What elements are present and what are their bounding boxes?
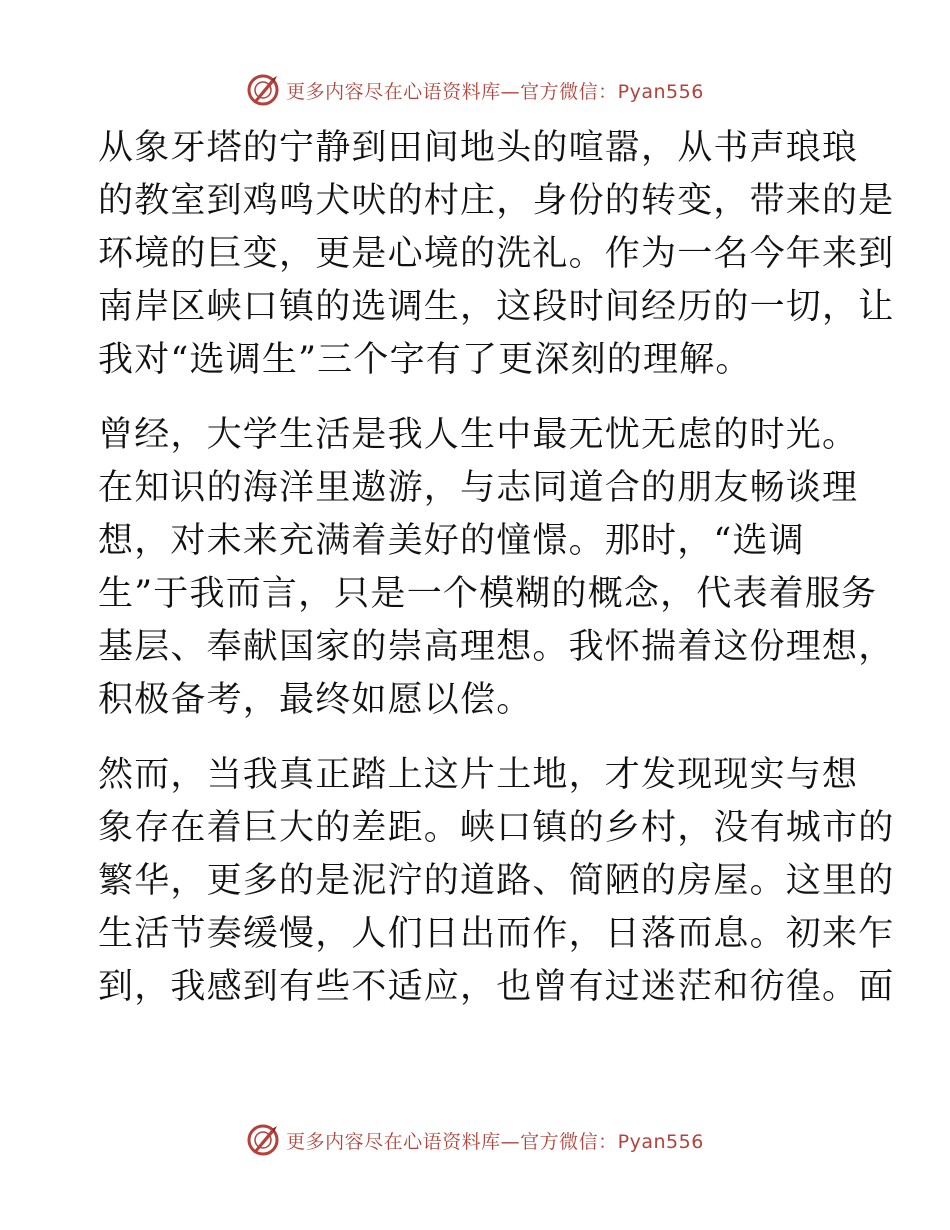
text-line: 在知识的海洋里遨游，与志同道合的朋友畅谈理	[98, 468, 859, 508]
text-line: 基层、奉献国家的崇高理想。我怀揣着这份理想，	[98, 627, 895, 667]
paragraph-2	[98, 409, 895, 727]
text-line: 积极备考，最终如愿以偿。	[98, 680, 533, 720]
header-banner-text: 更多内容尽在心语资料库—官方微信：Pyan556	[286, 80, 704, 103]
text-line: 我对“选调生”三个字有了更深刻的理解。	[98, 340, 752, 380]
header-banner	[0, 72, 950, 108]
paragraph-3	[98, 749, 895, 1014]
quill-logo-icon	[246, 73, 280, 107]
footer-banner	[0, 1122, 950, 1158]
text-line: 然而，当我真正踏上这片土地，才发现现实与想	[98, 755, 859, 795]
text-line: 从象牙塔的宁静到田间地头的喧嚣，从书声琅琅	[98, 128, 859, 168]
text-line: 环境的巨变，更是心境的洗礼。作为一名今年来到	[98, 234, 895, 274]
text-line: 繁华，更多的是泥泞的道路、简陋的房屋。这里的	[98, 861, 895, 901]
text-line: 生”于我而言，只是一个模糊的概念，代表着服务	[98, 574, 878, 614]
text-line: 的教室到鸡鸣犬吠的村庄，身份的转变，带来的是	[98, 181, 895, 221]
paragraph-1	[98, 122, 895, 387]
footer-banner-text: 更多内容尽在心语资料库—官方微信：Pyan556	[286, 1130, 704, 1153]
text-line: 曾经，大学生活是我人生中最无忧无虑的时光。	[98, 415, 859, 455]
text-line: 到，我感到有些不适应，也曾有过迷茫和彷徨。面	[98, 967, 895, 1007]
quill-logo-icon	[246, 1123, 280, 1157]
text-line: 象存在着巨大的差距。峡口镇的乡村，没有城市的	[98, 808, 895, 848]
document-body	[98, 122, 895, 1036]
text-line: 南岸区峡口镇的选调生，这段时间经历的一切，让	[98, 287, 895, 327]
text-line: 想，对未来充满着美好的憧憬。那时，“选调	[98, 521, 805, 561]
text-line: 生活节奏缓慢，人们日出而作，日落而息。初来乍	[98, 914, 895, 954]
